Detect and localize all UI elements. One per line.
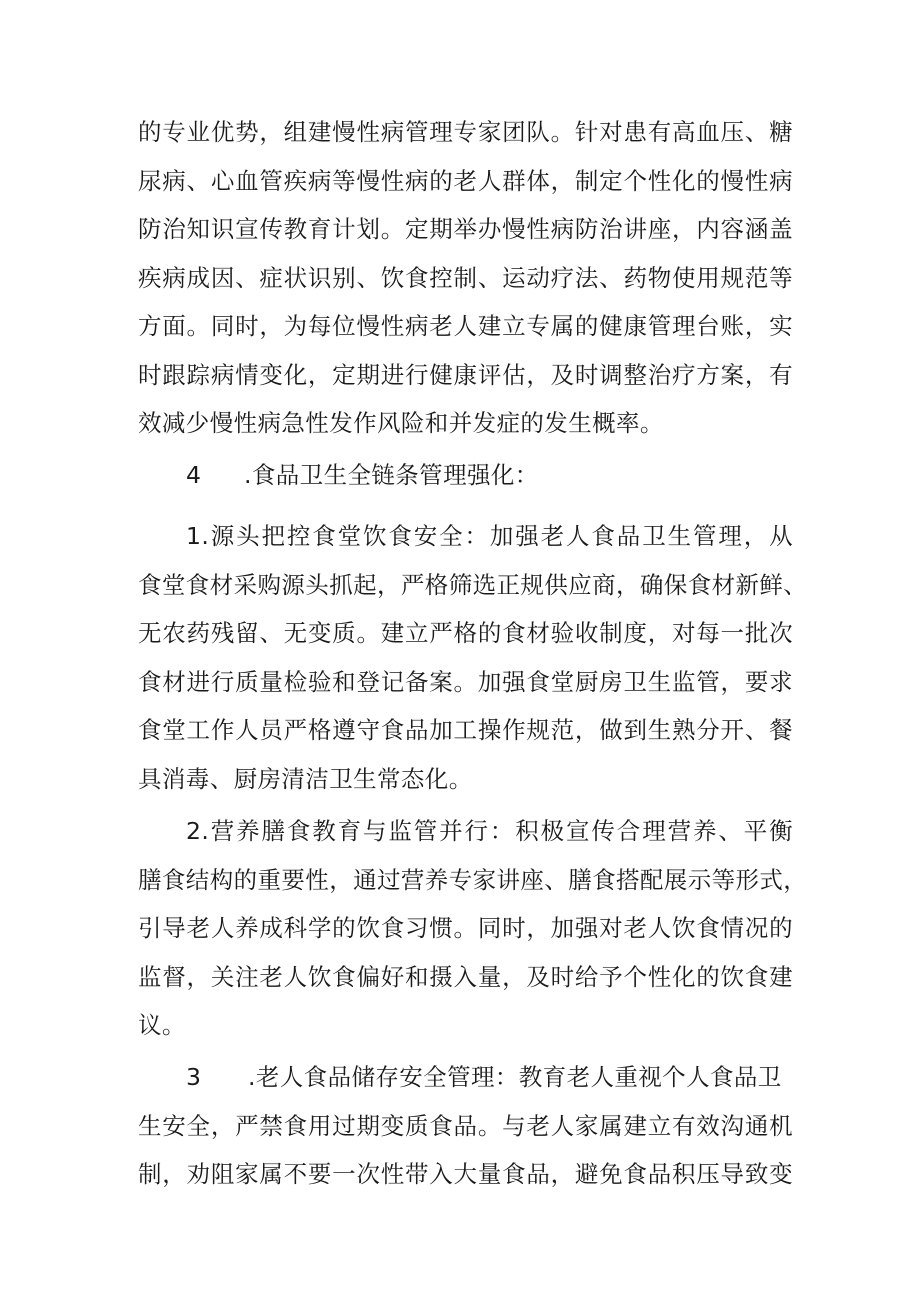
- section-title: .食品卫生全链条管理强化：: [244, 461, 539, 489]
- body-text-line: 防治知识宣传教育计划。定期举办慢性病防治讲座，内容涵盖: [138, 215, 793, 243]
- body-text-line: 食材进行质量检验和登记备案。加强食堂厨房卫生监管，要求: [138, 668, 793, 696]
- body-text-line: 生安全，严禁食用过期变质食品。与老人家属建立有效沟通机: [138, 1112, 793, 1140]
- section-number: 4: [186, 461, 202, 489]
- item-3-first-line: [186, 1061, 793, 1093]
- body-text-line: 方面。同时，为每位慢性病老人建立专属的健康管理台账，实: [138, 312, 793, 340]
- item-1-first-line: 1.源头把控食堂饮食安全：加强老人食品卫生管理，从: [186, 522, 793, 550]
- item-number: 3: [186, 1063, 202, 1091]
- body-text-line: 时跟踪病情变化，定期进行健康评估，及时调整治疗方案，有: [138, 361, 793, 389]
- body-text-line: 具消毒、厨房清洁卫生常态化。: [138, 765, 473, 793]
- body-text-line: 无农药残留、无变质。建立严格的食材验收制度，对每一批次: [138, 619, 793, 647]
- body-text-line: 疾病成因、症状识别、饮食控制、运动疗法、药物使用规范等: [138, 264, 793, 292]
- body-text-line: 的专业优势，组建慢性病管理专家团队。针对患有高血压、糖: [138, 118, 793, 146]
- body-text-line: 效减少慢性病急性发作风险和并发症的发生概率。: [138, 409, 664, 437]
- body-text-line: 食堂工作人员严格遵守食品加工操作规范，做到生熟分开、餐: [138, 716, 793, 744]
- item-2-first-line: 2.营养膳食教育与监管并行：积极宣传合理营养、平衡: [186, 817, 793, 845]
- body-text-line: 引导老人养成科学的饮食习惯。同时，加强对老人饮食情况的: [138, 914, 793, 942]
- body-text-line: 尿病、心血管疾病等慢性病的老人群体，制定个性化的慢性病: [138, 167, 793, 195]
- body-text-line: 食堂食材采购源头抓起，严格筛选正规供应商，确保食材新鲜、: [138, 571, 808, 599]
- item-title: .老人食品储存安全管理：教育老人重视个人食品卫: [248, 1063, 782, 1091]
- body-text-line: 膳食结构的重要性，通过营养专家讲座、膳食搭配展示等形式，: [138, 866, 808, 894]
- body-text-line: 制，劝阻家属不要一次性带入大量食品，避免食品积压导致变: [138, 1160, 793, 1188]
- section-heading: [186, 459, 793, 491]
- body-text-line: 议。: [138, 1011, 186, 1039]
- body-text-line: 监督，关注老人饮食偏好和摄入量，及时给予个性化的饮食建: [138, 963, 793, 991]
